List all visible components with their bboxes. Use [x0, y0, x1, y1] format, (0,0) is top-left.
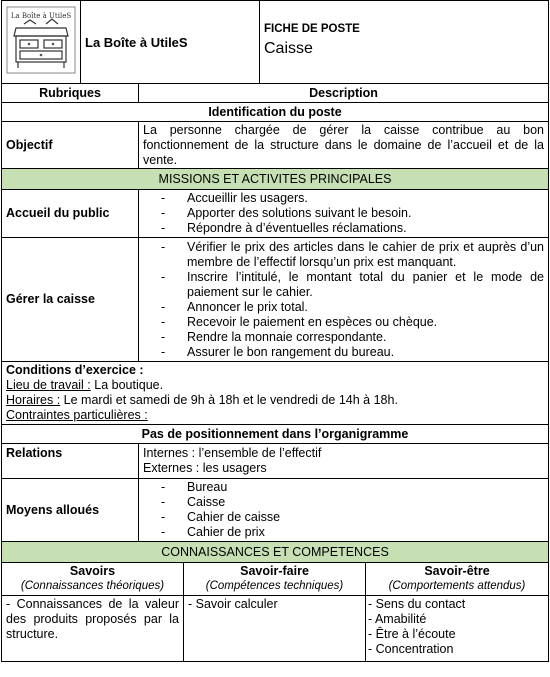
competences-table [1, 562, 549, 662]
horaires-line [6, 393, 544, 408]
identification-title: Identification du poste [2, 103, 549, 122]
savoir-etre-title: Savoir-être [424, 564, 490, 578]
caisse-list [143, 240, 544, 360]
list-item: - Recevoir le paiement en espèces ou chèque. [161, 315, 544, 330]
savoir-etre-subtitle: (Comportements attendus) [388, 580, 526, 592]
poste-title: Caisse [264, 40, 313, 57]
list-item: - Vérifier le prix des articles dans le cahier de prix et auprès d’un membre de l’effectif lorsqu’un prix est manquant. [161, 240, 544, 270]
list-item: - Répondre à d’éventuelles réclamations. [161, 221, 544, 236]
logo-icon [6, 6, 76, 74]
conditions-title: Conditions d’exercice : [6, 363, 144, 377]
savoir-etre-head [366, 563, 549, 596]
contraintes-line [6, 408, 544, 423]
list-item: - Accueillir les usagers. [161, 191, 544, 206]
savoirs-title: Savoirs [69, 564, 116, 578]
list-item: - Annoncer le prix total. [161, 300, 544, 315]
objectif-text: La personne chargée de gérer la caisse contribue au bon fonctionnement de la structure dans le domaine de l’accueil et de la vente. [139, 122, 549, 169]
objectif-label: Objectif [2, 122, 139, 169]
list-item: - Concentration [368, 642, 454, 656]
savoir-faire-subtitle: (Compétences techniques) [205, 580, 344, 592]
horaires-value: Le mardi et samedi de 9h à 18h et le vendredi de 14h à 18h. [60, 393, 398, 407]
logo-cell [2, 1, 81, 84]
list-item: - Cahier de prix [161, 525, 544, 540]
header-table [1, 0, 549, 84]
list-item: - Bureau [161, 480, 544, 495]
moyens-list-cell [139, 479, 549, 542]
accueil-list [143, 191, 544, 236]
main-table [1, 83, 549, 563]
fiche-cell [260, 1, 549, 84]
lieu-line [6, 378, 544, 393]
relations-cell [139, 444, 549, 479]
savoirs-text: - Connaissances de la valeur des produits proposés par la structure. [2, 596, 184, 662]
list-item: - Amabilité [368, 612, 427, 626]
col-rubriques: Rubriques [2, 84, 139, 103]
moyens-list [143, 480, 544, 540]
savoir-faire-text: - Savoir calculer [184, 596, 366, 662]
list-item: - Inscrire l’intitulé, le montant total du panier et le mode de paiement sur le cahier. [161, 270, 544, 300]
accueil-list-cell [139, 190, 549, 238]
logo-text: La Boîte à UtileS [10, 12, 72, 20]
caisse-list-cell [139, 238, 549, 362]
list-item: - Caisse [161, 495, 544, 510]
organigramme-title: Pas de positionnement dans l’organigramme [2, 425, 549, 444]
lieu-label: Lieu de travail : [6, 378, 91, 392]
list-item: - Cahier de caisse [161, 510, 544, 525]
contraintes-label: Contraintes particulières : [6, 408, 148, 422]
list-item: - Être à l’écoute [368, 627, 456, 641]
relations-externes: Externes : les usagers [143, 461, 267, 475]
list-item: - Sens du contact [368, 597, 466, 611]
savoirs-head [2, 563, 184, 596]
job-sheet [1, 0, 549, 662]
savoirs-subtitle: (Connaissances théoriques) [20, 580, 165, 592]
missions-title: MISSIONS ET ACTIVITES PRINCIPALES [2, 169, 549, 190]
savoir-faire-head [184, 563, 366, 596]
horaires-label: Horaires : [6, 393, 61, 407]
list-item: - Apporter des solutions suivant le besoin. [161, 206, 544, 221]
list-item: - Rendre la monnaie correspondante. [161, 330, 544, 345]
savoir-etre-cell [366, 596, 549, 662]
competences-title: CONNAISSANCES ET COMPETENCES [2, 542, 549, 563]
fiche-label: FICHE DE POSTE [264, 23, 360, 35]
lieu-value: La boutique. [90, 378, 164, 392]
accueil-label: Accueil du public [2, 190, 139, 238]
relations-internes: Internes : l’ensemble de l’effectif [143, 446, 322, 460]
list-item: - Assurer le bon rangement du bureau. [161, 345, 544, 360]
savoir-faire-title: Savoir-faire [240, 564, 309, 578]
col-description: Description [139, 84, 549, 103]
moyens-label: Moyens alloués [2, 479, 139, 542]
relations-label: Relations [2, 444, 139, 479]
caisse-label: Gérer la caisse [2, 238, 139, 362]
conditions-cell [2, 362, 549, 425]
org-name: La Boîte à UtileS [81, 1, 260, 84]
